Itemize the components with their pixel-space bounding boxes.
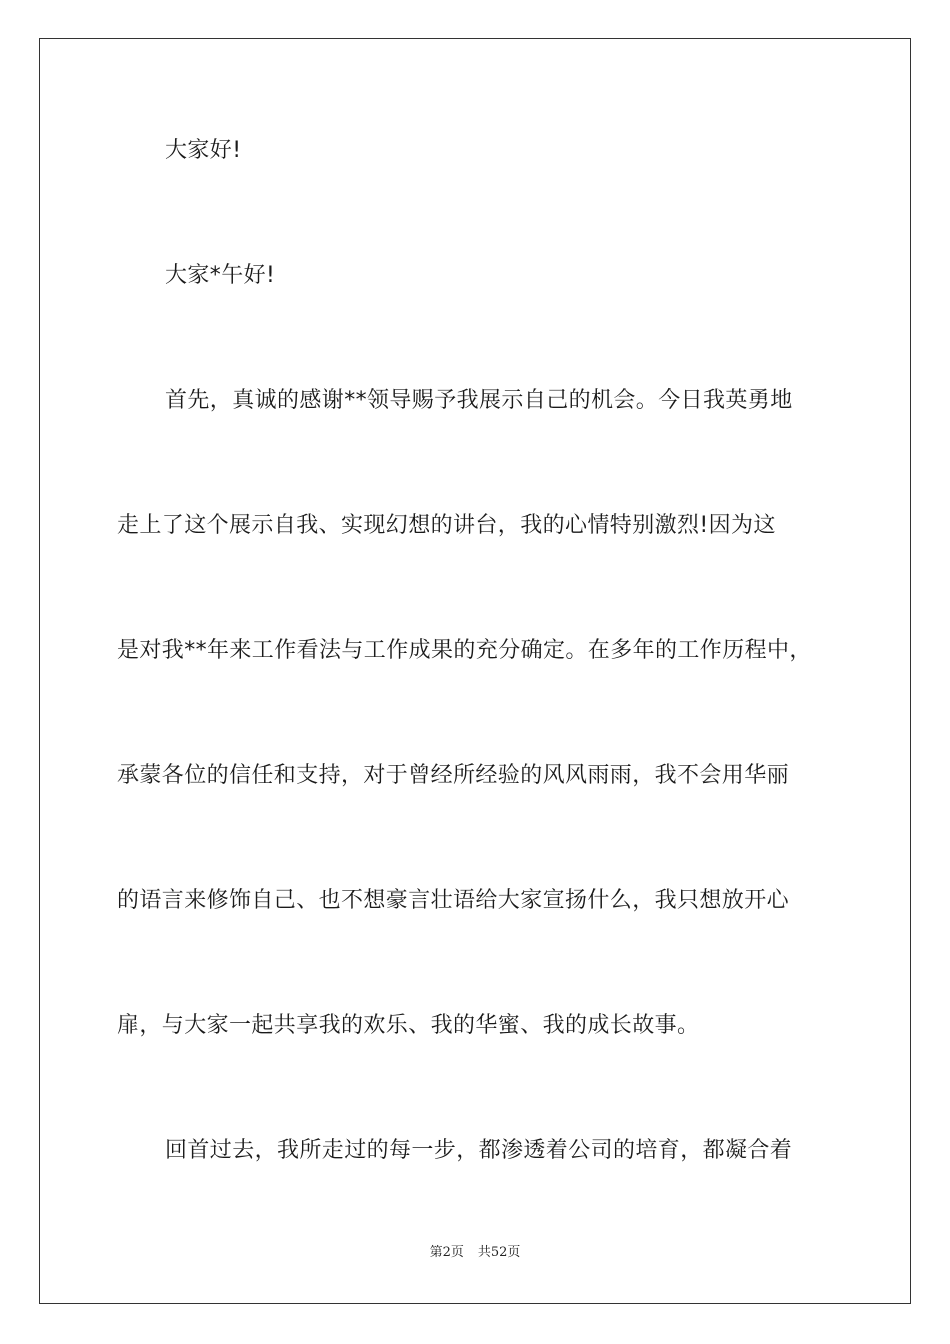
total-pages-label: 共52页 — [477, 1245, 521, 1260]
greeting-line-1: 大家好! — [165, 138, 242, 163]
paragraph-line: 走上了这个展示自我、实现幻想的讲台，我的心情特别激烈!因为这 — [117, 513, 776, 538]
paragraph-line: 的语言来修饰自己、也不想豪言壮语给大家宣扬什么，我只想放开心 — [117, 888, 790, 913]
paragraph-line: 首先，真诚的感谢**领导赐予我展示自己的机会。今日我英勇地 — [165, 388, 793, 413]
page-frame — [39, 38, 911, 1304]
paragraph-line: 扉，与大家一起共享我的欢乐、我的华蜜、我的成长故事。 — [117, 1013, 700, 1038]
paragraph-line: 回首过去，我所走过的每一步，都渗透着公司的培育，都凝合着 — [165, 1138, 793, 1163]
greeting-line-2: 大家*午好! — [165, 263, 276, 288]
paragraph-line: 承蒙各位的信任和支持，对于曾经所经验的风风雨雨，我不会用华丽 — [117, 763, 790, 788]
page-footer — [0, 1244, 950, 1262]
paragraph-line: 是对我**年来工作看法与工作成果的充分确定。在多年的工作历程中， — [117, 638, 812, 663]
current-page-label: 第2页 — [429, 1245, 464, 1260]
